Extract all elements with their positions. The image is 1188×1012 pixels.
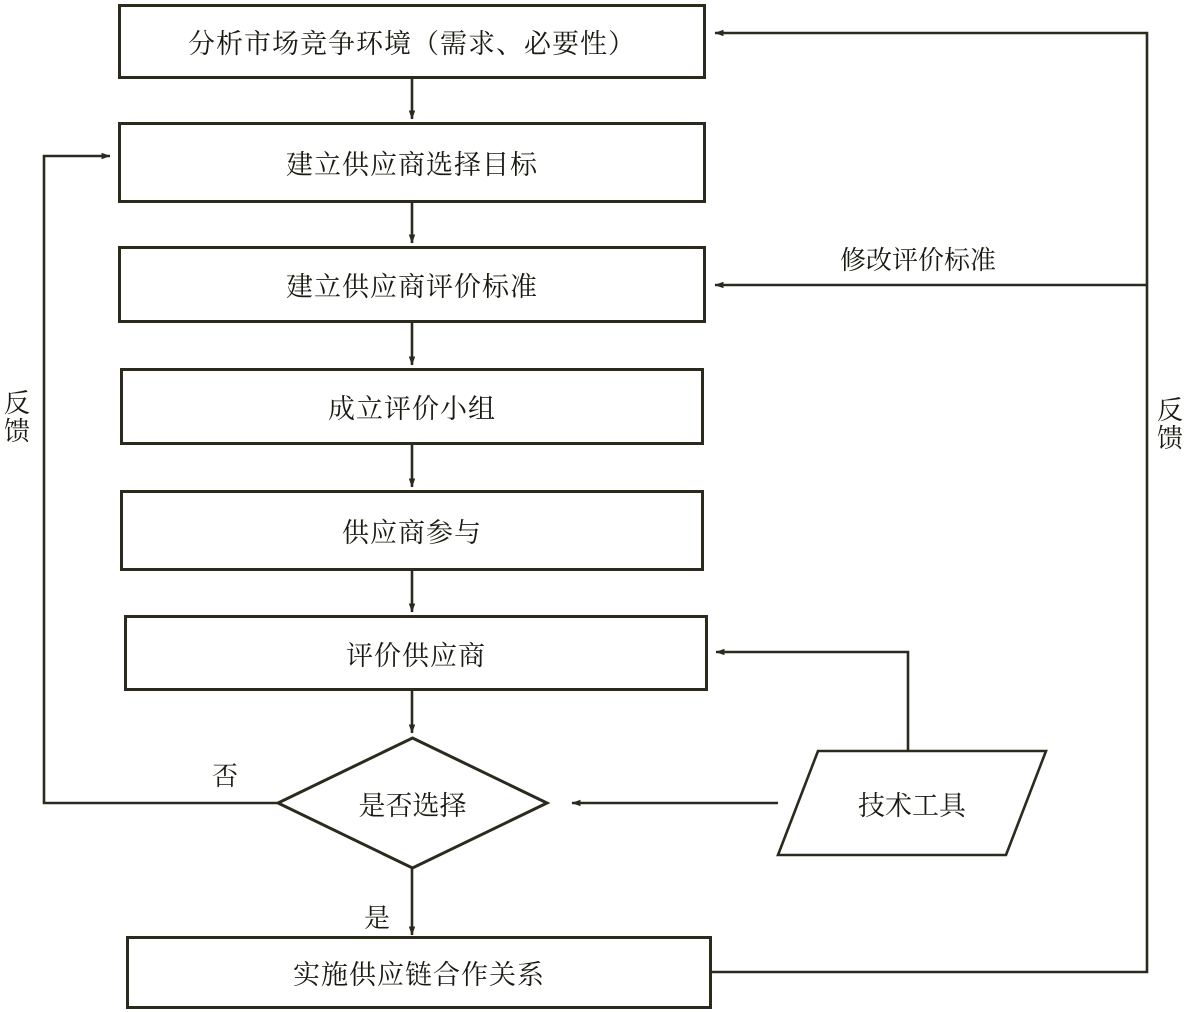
node-label: 建立供应商评价标准	[286, 272, 538, 302]
node-evaluate-suppliers[interactable]	[124, 615, 708, 691]
edge-label-no: 否	[212, 762, 239, 791]
node-label: 成立评价小组	[328, 394, 496, 424]
node-label: 评价供应商	[346, 640, 486, 671]
node-label: 技术工具	[858, 790, 966, 821]
node-analyze-market[interactable]	[118, 4, 706, 79]
node-label: 供应商参与	[342, 518, 482, 548]
edge-label-modify-criteria: 修改评价标准	[840, 246, 997, 275]
edge-label-feedback-left: 反馈	[4, 389, 31, 447]
node-label: 是否选择	[358, 790, 467, 821]
node-label: 实施供应链合作关系	[293, 960, 545, 990]
node-label: 分析市场竞争环境（需求、必要性）	[188, 29, 636, 59]
edge-label-feedback-right: 反馈	[1157, 396, 1184, 454]
edge-label-yes: 是	[364, 904, 391, 933]
node-implement-partnership[interactable]	[126, 936, 712, 1009]
node-decision-select[interactable]	[275, 735, 550, 871]
node-form-evaluation-team[interactable]	[120, 368, 704, 445]
node-supplier-participation[interactable]	[120, 490, 704, 571]
node-label: 建立供应商选择目标	[286, 150, 538, 180]
node-technical-tools[interactable]	[776, 749, 1048, 857]
node-establish-selection-goal[interactable]	[118, 122, 706, 203]
node-establish-evaluation-criteria[interactable]	[118, 246, 706, 323]
